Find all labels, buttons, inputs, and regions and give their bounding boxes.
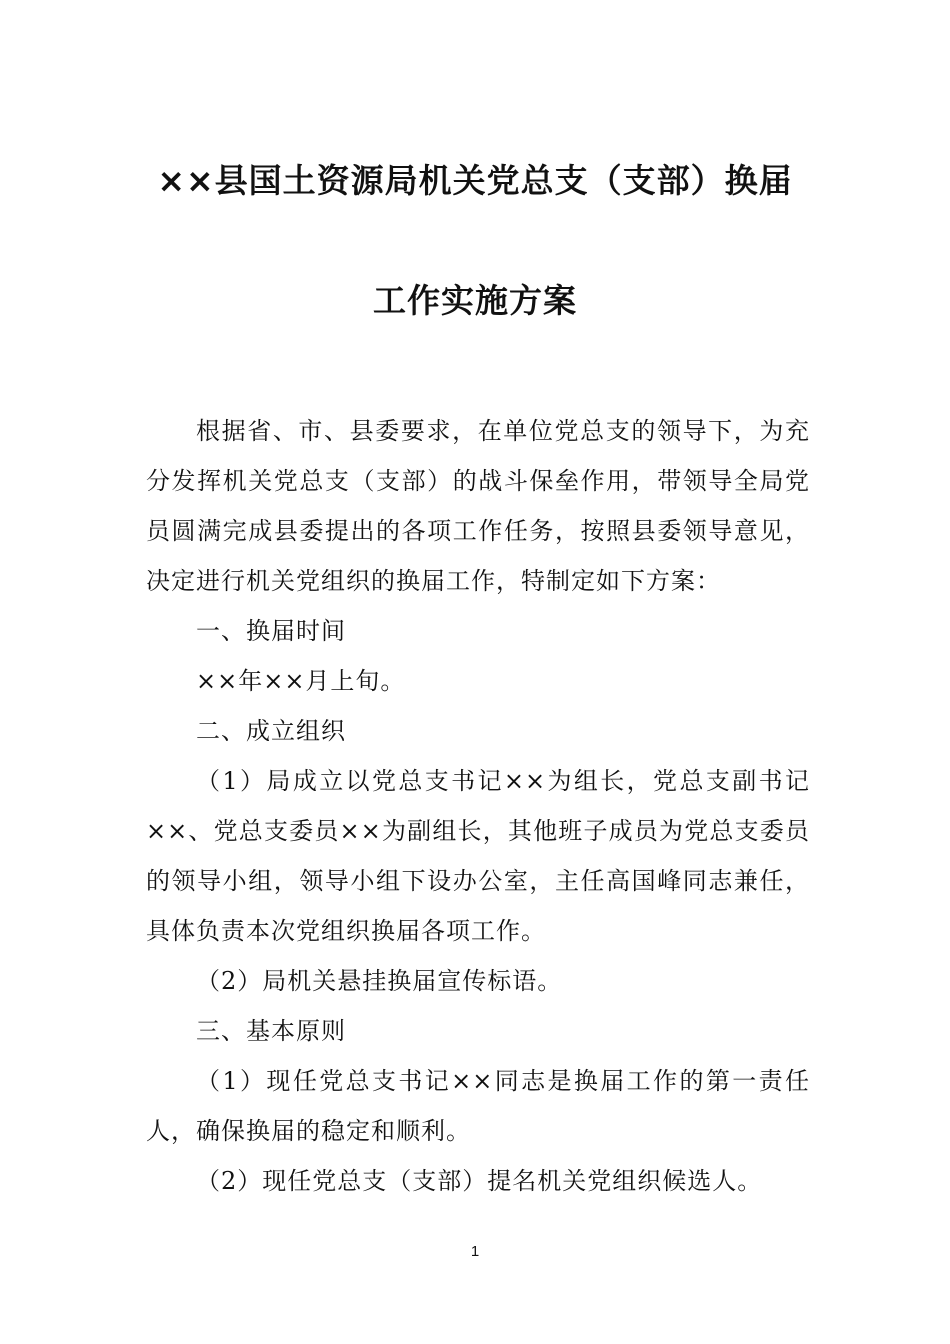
intro-paragraph: 根据省、市、县委要求，在单位党总支的领导下，为充分发挥机关党总支（支部）的战斗保垒作用，带领导全局党员圆满完成县委提出的各项工作任务，按照县委领导意见，决定进行机关党组织的换届工作，特制定如下方案： (146, 417, 810, 595)
section-principles-paragraph-1: （1）现任党总支书记××同志是换届工作的第一责任人，确保换届的稳定和顺利。 (146, 1067, 810, 1145)
document-body (146, 406, 810, 1206)
page-number: 1 (470, 1243, 480, 1260)
document-title-line-2: 工作实施方案 (373, 281, 577, 320)
section-heading-organization: 二、成立组织 (196, 717, 346, 745)
section-organization-paragraph-2: （2）局机关悬挂换届宣传标语。 (196, 967, 563, 995)
section-organization-paragraph-1: （1）局成立以党总支书记××为组长，党总支副书记××、党总支委员××为副组长，其他班子成员为党总支委员的领导小组，领导小组下设办公室，主任高国峰同志兼任，具体负责本次党组织换届各项工作。 (146, 767, 810, 945)
section-heading-principles: 三、基本原则 (196, 1017, 346, 1045)
section-heading-time: 一、换届时间 (196, 617, 346, 645)
section-principles-paragraph-2: （2）现任党总支（支部）提名机关党组织候选人。 (196, 1167, 763, 1195)
document-title-line-1: ××县国土资源局机关党总支（支部）换届 (157, 161, 793, 200)
section-time-paragraph: ××年××月上旬。 (196, 667, 406, 695)
